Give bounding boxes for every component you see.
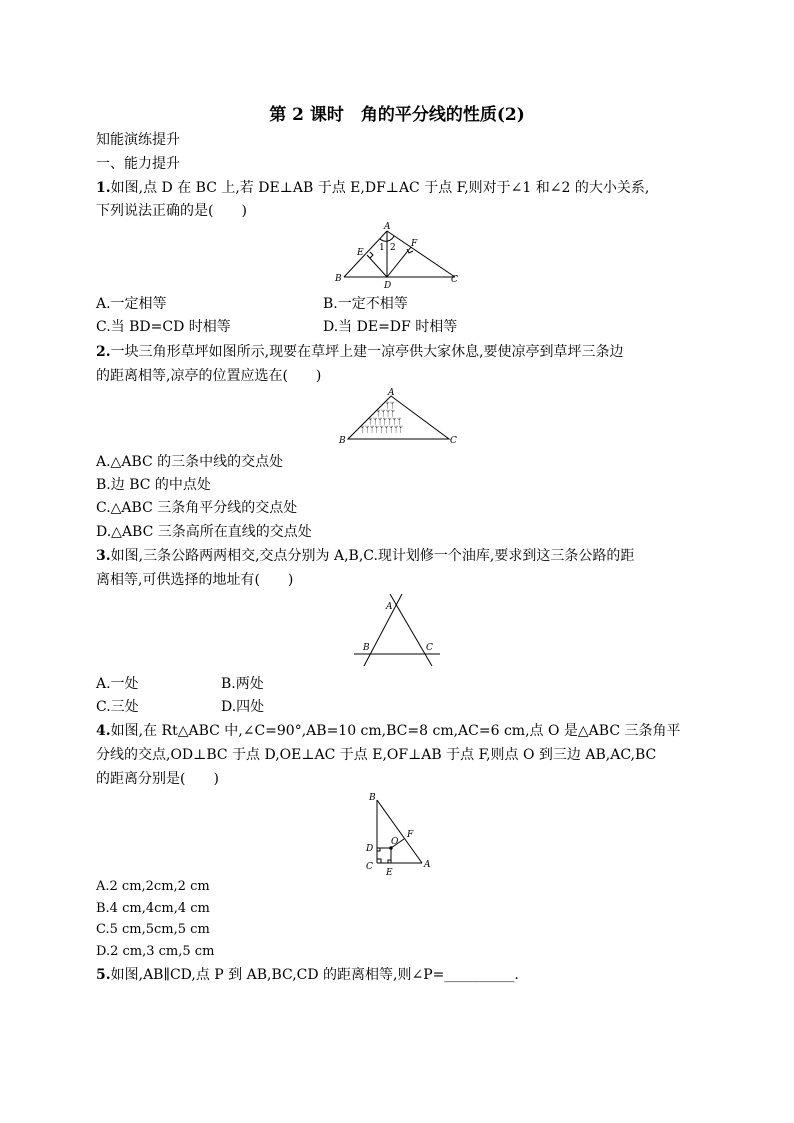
q1-segment-de (367, 255, 387, 277)
q1-option-d: D.当 DE=DF 时相等 (323, 319, 458, 335)
q2-option-b: B.边 BC 的中点处 (96, 477, 211, 493)
q1-label-angle2: 2 (390, 243, 396, 253)
svg-text:ᛉᛉᛉᛉᛉᛉᛉ: ᛉᛉᛉᛉᛉᛉᛉ (368, 417, 402, 426)
q4-line3: 的距离分别是( ) (96, 771, 219, 787)
q5-text: 如图,AB∥CD,点 P 到 AB,BC,CD 的距离相等,则∠P=__________. (110, 967, 519, 983)
q3-line1 (96, 546, 634, 566)
q4-right-angle-c (377, 859, 381, 863)
q2-option-c: C.△ABC 三条角平分线的交点处 (96, 500, 298, 516)
q3-number: 3. (96, 548, 111, 564)
q2-line1 (96, 342, 624, 362)
q4-line1 (96, 721, 680, 741)
q4-line2: 分线的交点,OD⊥BC 于点 D,OE⊥AC 于点 E,OF⊥AB 于点 F,则点 O 到三边 AB,AC,BC (96, 747, 657, 763)
q1-label-e: E (357, 248, 364, 258)
q5-number: 5. (96, 967, 111, 983)
q4-point-o (390, 847, 392, 849)
q4-label-c: C (366, 862, 373, 872)
q2-line2: 的距离相等,凉亭的位置应选在( ) (96, 368, 322, 384)
q4-text-line1: 如图,在 Rt△ABC 中,∠C=90°,AB=10 cm,BC=8 cm,AC=6 cm,点 O 是△ABC 三条角平 (110, 723, 681, 739)
q3-option-b: B.两处 (221, 676, 264, 692)
q4-option-d: D.2 cm,3 cm,5 cm (96, 944, 215, 959)
q1-label-f: F (411, 239, 418, 249)
subsection-label: 一、能力提升 (96, 156, 180, 172)
q1-line1 (96, 178, 649, 198)
q3-option-c: C.三处 (96, 699, 139, 715)
q1-line2: 下列说法正确的是( ) (96, 203, 247, 219)
q1-label-b: B (335, 274, 342, 284)
q2-text-line1: 一块三角形草坪如图所示,现要在草坪上建一凉亭供大家休息,要使凉亭到草坪三条边 (110, 344, 624, 360)
q2-label-c: C (450, 436, 457, 446)
q1-figure (330, 222, 465, 292)
q1-option-a: A.一定相等 (96, 296, 167, 312)
svg-text:ᛉᛉᛉᛉ: ᛉᛉᛉᛉ (376, 409, 396, 418)
q3-line2: 离相等,可供选择的地址有( ) (96, 572, 294, 588)
section-label: 知能演练提升 (96, 132, 180, 148)
q3-option-a: A.一处 (96, 676, 139, 692)
q3-figure (350, 590, 445, 670)
q1-option-c: C.当 BD=CD 时相等 (96, 319, 231, 335)
q3-label-c: C (426, 643, 433, 653)
q3-road-ac (390, 594, 432, 666)
q4-label-o: O (391, 837, 399, 847)
q2-figure (333, 386, 463, 448)
q1-right-angle-f (407, 249, 413, 253)
q4-label-b: B (369, 793, 376, 803)
q1-option-b: B.一定不相等 (323, 296, 408, 312)
q4-number: 4. (96, 723, 111, 739)
q3-label-b: B (363, 643, 370, 653)
q3-option-d: D.四处 (221, 699, 265, 715)
q1-text-line1: 如图,点 D 在 BC 上,若 DE⊥AB 于点 E,DF⊥AC 于点 F,则对于∠1 和∠2 的大小关系, (110, 180, 650, 196)
q1-side-ac (387, 231, 455, 277)
q1-right-angle-e (370, 252, 373, 258)
q4-label-e: E (386, 868, 393, 878)
q4-option-b: B.4 cm,4cm,4 cm (96, 901, 210, 916)
q4-label-f: F (407, 830, 414, 840)
q2-option-a: A.△ABC 的三条中线的交点处 (96, 454, 284, 470)
page-title: 第 2 课时 角的平分线的性质(2) (269, 105, 525, 125)
q4-figure (360, 790, 440, 880)
q2-number: 2. (96, 344, 111, 360)
svg-text:ᛉᛉᛉᛉᛉᛉᛉᛉᛉ: ᛉᛉᛉᛉᛉᛉᛉᛉᛉ (360, 425, 404, 434)
q2-option-d: D.△ABC 三条高所在直线的交点处 (96, 524, 312, 540)
q3-text-line1: 如图,三条公路两两相交,交点分别为 A,B,C.现计划修一个油库,要求到这三条公路的距 (110, 548, 635, 564)
q4-side-ab (377, 800, 422, 863)
svg-text:ᛉᛉ: ᛉᛉ (385, 401, 395, 410)
q3-label-a: A (386, 602, 393, 612)
q2-label-b: B (339, 436, 346, 446)
q2-label-a: A (388, 388, 395, 398)
q1-label-d: D (384, 281, 392, 291)
q1-label-a: A (384, 222, 391, 232)
q4-option-c: C.5 cm,5cm,5 cm (96, 922, 210, 937)
q4-label-a: A (424, 860, 431, 870)
q1-number: 1. (96, 180, 111, 196)
q4-option-a: A.2 cm,2cm,2 cm (96, 879, 210, 894)
q1-label-c: C (451, 275, 458, 285)
q1-label-angle1: 1 (379, 243, 385, 253)
q4-label-d: D (366, 844, 374, 854)
q5-line1 (96, 965, 519, 985)
